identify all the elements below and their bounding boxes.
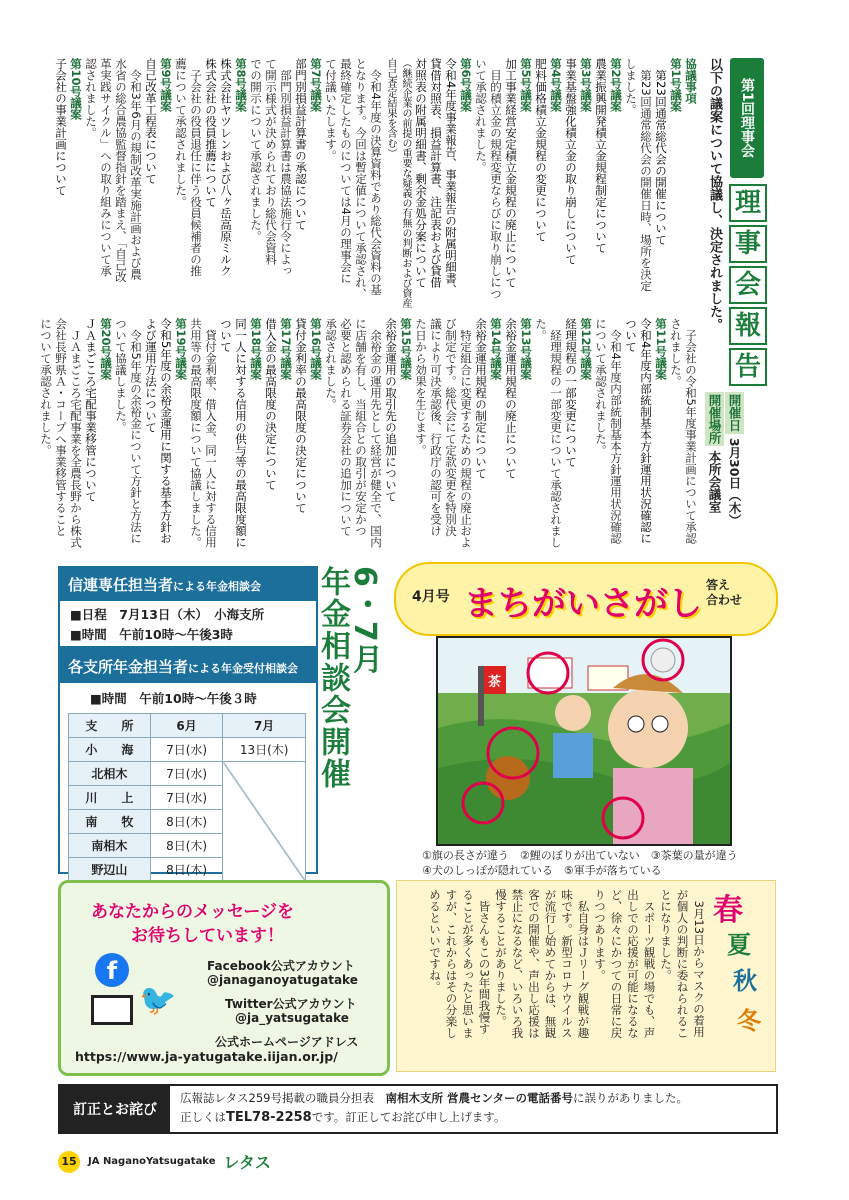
board-line: されました。 [669,318,683,387]
table-cell: 8日(木) [150,834,222,858]
machigai-sub1: 答え [706,578,731,592]
board-line: 水省の総合農協監督指針を踏まえ、「自己改 [114,58,128,283]
message-box [58,880,390,1076]
board-line: 令和5年度の余裕金について方針と方法に [129,318,143,544]
board-line: 第10号議案 [69,58,83,121]
board-line: 第2号議案 [609,58,623,113]
table-head-cell: 支 所 [69,714,151,738]
board-text-upper [54,58,698,308]
board-line: 第16号議案 [309,318,323,381]
table-cell: 7日(水) [150,762,222,786]
spring-line: 味です。新型コロナウイルス [560,889,574,1039]
pension-box-1 [58,566,318,648]
correction-l2a: 正しくは [180,1110,226,1124]
table-cell: 8日(木) [150,810,222,834]
correction-l1a: 広報誌レタス259号掲載の職員分担表 [180,1091,386,1105]
spring-line: 慢することがありました。 [494,889,508,1027]
board-line: ついて [624,318,638,353]
board-line: 第6号議案 [459,58,473,113]
title-char: 報 [729,307,767,345]
board-line: に店舗を有し、当組合との取引が安定かつ [354,318,368,537]
board-line: 第23回通常総代会の開催について [654,58,668,246]
board-line: 第14号議案 [489,318,503,381]
board-line: 第11号議案 [654,318,668,381]
message-line-1: あなたからのメッセージを [91,902,294,922]
board-line: 余裕金運用規程の制定について [474,318,488,479]
twitter-label: Twitter公式アカウント [225,997,357,1011]
correction-l2b: TEL78-2258 [226,1110,312,1125]
table-head-cell: 7月 [223,714,306,738]
pension-vertical-title [316,566,380,866]
board-line: 第3号議案 [579,58,593,113]
board-line: 子会社の令和5年度事業計画について承認 [684,318,698,544]
board-line: 革実践サイクル」への取り組みについて承 [99,58,113,277]
board-line: た日から効果を生じます。 [414,318,428,456]
board-line: ＪＡまごころ宅配事業移管について [84,318,98,502]
board-line: 第9号議案 [159,58,173,113]
board-line: 第18号議案 [249,318,263,381]
board-line: 事業基盤強化積立金の取り崩しについて [564,58,578,265]
title-char: 会 [729,266,767,304]
board-line: 株式会社の役員推薦について [204,58,218,208]
machigai-answers [422,848,762,878]
correction-box [58,1084,778,1134]
mail-icon[interactable] [91,995,133,1025]
correction-l2c: です。訂正してお詫び申し上げます。 [311,1110,506,1124]
spring-line: スポーツ観戦の場でも、声 [642,889,657,1039]
board-line: 令和4年度内部統制基本方針運用状況確認に [639,318,653,544]
board-line: 目的積立金の規程変更ならびに取り崩しにつ [489,58,503,300]
correction-line-1 [180,1089,688,1108]
homepage-label: 公式ホームページアドレス [215,1035,359,1049]
season-titles [713,885,767,1065]
title-char: 事 [729,225,767,263]
board-line: 余裕金の運用先として経営が健全で、国内 [369,318,383,548]
spring-line: 皆さんもこの3年間我慢す [477,889,492,1035]
board-line: 薦について承認されました。 [174,58,188,208]
board-line: び制定です。総代会にて定款変更を特別決 [444,318,458,537]
tea-field-scene [438,638,730,844]
board-line: 経理規程の一部変更について承認されました。 [534,318,563,548]
table-cell: 北相木 [69,762,151,786]
spring-line: ど、徐々にかつての日常に戻 [609,889,624,1039]
board-line: 対照表の附属明細書、剰余金処分案について [414,58,428,288]
table-row [69,762,306,786]
board-line: 第23回通常総代会の開催日時、場所を決定 [639,58,653,292]
board-line: 自己改革工程表について [144,58,158,185]
facebook-icon[interactable]: f [95,953,129,987]
twitter-icon[interactable]: 🐦 [139,983,177,1018]
machigai-illustration [436,636,732,846]
board-line: について承認されました。 [594,318,608,456]
footer-magazine: レタス [223,1153,271,1172]
board-line: ついて [219,318,233,353]
table-cell: 南相木 [69,834,151,858]
board-line: 最終確定したものについては4月の理事会に [339,58,353,284]
board-line: て付議いたします。 [324,58,338,162]
board-line: 加工事業経営安定積立金規程の廃止について [504,58,518,288]
board-line: 貸借対照表、損益計算書、注記表および貸借 [429,58,443,288]
footer-org: JA NaganoYatsugatake [88,1156,216,1167]
footer [58,1150,271,1173]
board-line: ＪＡまごころ宅配事業を全農長野から株式 [69,318,83,548]
pension-time: ■時間 午前10時〜午後3時 [70,627,233,642]
board-line: 貸付金利率、借入金、同一人に対する信用 [204,318,218,548]
board-line: 令和4年度の決算資料であり総代会資料の基 [369,58,383,296]
spring-line: めるといいですね。 [428,889,442,993]
board-line: しました。 [624,58,638,116]
date-block [704,392,744,552]
board-title [729,184,767,386]
pension-table [68,713,306,882]
season-winter: 冬 [737,1007,761,1035]
correction-label: 訂正とお詫び [60,1086,170,1132]
board-text-lower [39,318,698,550]
facebook-label: Facebook公式アカウント [207,959,355,973]
board-line: 第8号議案 [234,58,248,113]
board-line: よび運用方法について [144,318,158,433]
answers-line: ④犬のしっぽが隠れている ⑤軍手が落ちている [422,864,662,877]
table-cell: 8日(木) [150,858,222,882]
board-badge: 第1回理事会 [730,58,764,178]
board-line: 部門別損益計算書は農協法施行令によっ [279,58,293,277]
pension-h2a: 各支所年金担当者 [68,658,189,676]
pension-h1b: による年金相談会 [173,580,262,593]
machigai-title: まちがいさがし [464,584,702,624]
correction-text [170,1086,698,1132]
board-line: 認されました。 [84,58,98,139]
board-line: について承認されました。 [39,318,53,456]
board-line: 余裕金運用の取引先の追加について [384,318,398,502]
board-line: 特定組合に変更するための規程の廃止およ [459,318,473,548]
board-line: 必要と認められる証券会社の追加について [339,318,353,537]
board-line: 承認されました。 [324,318,338,410]
board-line: 第19号議案 [174,318,188,381]
correction-line-2 [180,1108,688,1127]
board-line: 貸付金利率の最高限度の決定について [294,318,308,514]
board-line: いて承認されました。 [474,58,488,173]
board-line: 部門別損益計算書の承認について [294,58,308,231]
board-line: 経理規程の一部変更について [564,318,578,468]
correction-l1c: に誤りがありました。 [573,1091,689,1105]
board-line: 借入金の最高限度の決定について [264,318,278,491]
pension-h2b: による年金受付相談会 [188,662,299,675]
board-line: 株式会社ヤツレンおよび八ヶ岳高原ミルク [219,58,233,277]
board-line: 第17号議案 [279,318,293,381]
board-line: 共用等の最高限度額について協議しました。 [189,318,203,548]
pension-vtitle-b: 年金相談会開催 [315,566,350,790]
board-line: て開示様式が決められており総代会資料 [264,58,278,265]
table-cell: 小 海 [69,738,151,762]
spring-line: が個人の判断に委ねられるこ [675,889,690,1039]
facebook-id[interactable]: @janaganoyatugatake [207,973,358,987]
board-line: 第4号議案 [549,58,563,113]
page-number: 15 [58,1151,80,1173]
table-row [69,714,306,738]
table-row [69,738,306,762]
board-line: 令和5年度の余裕金運用に関する基本方針お [159,318,173,544]
machigai-month: 4月号 [412,589,450,605]
board-line: 第7号議案 [309,58,323,113]
machigai-sub [706,578,742,608]
board-lead: 以下の議案について協議し、決定されました。 [707,58,722,331]
season-summer: 夏 [727,931,751,959]
correction-l1b: 南相木支所 営農センターの電話番号 [385,1091,574,1105]
table-cell: 7日(水) [150,738,222,762]
date-label: 開催日 [727,394,742,432]
table-cell: 13日(木) [223,738,306,762]
spring-line: とになりました。 [659,889,673,981]
board-line: 議により可決承認後、行政庁の認可を受け [429,318,443,537]
flag-sign: 茶 [488,675,502,690]
table-cell: 川 上 [69,786,151,810]
spring-line: ることが多くあったと思いま [461,889,475,1039]
spring-line: が流行し始めてからは、無観 [543,889,558,1039]
board-line: となります。今回は暫定値について承認され、 [354,58,368,300]
board-line: での開示について承認されました。 [249,58,263,242]
board-line: 子会社の事業計画について [54,58,68,196]
place-label: 開催場所 [707,394,722,444]
season-autumn: 秋 [733,967,757,995]
board-line: 農業振興開発積立金規程制定について [594,58,608,254]
board-line: 第5号議案 [519,58,533,113]
answers-line: ①旗の長さが違う ②鯉のぼりが出ていない ③茶葉の量が違う [422,849,738,862]
pension-h1a: 信連専任担当者 [68,576,174,594]
spring-line: 客での開催や、声出し応援は [527,889,541,1039]
machigai-sub2: 合わせ [706,593,743,607]
board-line: 肥料価格積立金規程の変更について [534,58,548,242]
board-line: 子会社の役員退任に伴う役員候補者の推 [189,58,203,277]
board-line: 協議事項 [684,58,698,104]
spring-line: りつつあります。 [593,889,607,981]
table-cell [223,762,306,882]
board-line: 第20号議案 [99,318,113,381]
spring-line: 禁止になるなど、いろいろ我 [510,889,525,1039]
pension-box-2 [58,648,318,877]
pension-header-2 [60,650,316,683]
title-char: 理 [729,184,767,222]
machigai-header [394,562,778,636]
spring-text [417,889,707,1065]
board-line: 自己査定結果を含む） [385,58,396,158]
spring-line: 私自身はＪリーグ観戦が趣 [576,889,591,1039]
table-cell: 野辺山 [69,858,151,882]
title-char: 告 [729,348,767,386]
board-line: ついて協議しました。 [114,318,128,433]
pension-time-2: ■時間 午前10時〜午後３時 [90,691,257,706]
board-line: （継続企業の前提の重要な疑義の有無の判断および資産 [400,58,411,308]
spring-column [396,880,776,1072]
date-value: 3月30日（木） [727,437,742,527]
board-line: 第15号議案 [399,318,413,381]
board-line: 第12号議案 [579,318,593,381]
spring-line: 3月13日からマスクの着用 [692,889,706,1038]
board-line: 同一人に対する信用の供与等の最高限度額に [234,318,248,548]
season-spring: 春 [713,893,743,928]
spring-line: すが、これからはその分楽し [444,889,459,1039]
board-line: 会社長野県Ａ・コープへ事業移管すること [54,318,68,537]
board-line: 第13号議案 [519,318,533,381]
board-line: 余裕金運用規程の廃止について [504,318,518,479]
board-line: 令和4年度事業報告、事業報告の附属明細書、 [444,58,458,296]
table-cell: 南 牧 [69,810,151,834]
pension-schedule: ■日程 7月13日（木） 小海支所 [70,607,265,622]
homepage-url[interactable]: https://www.ja-yatugatake.iijan.or.jp/ [75,1049,338,1064]
spring-line: 出しでの応援が可能になるな [626,889,640,1039]
table-head-cell: 6月 [150,714,222,738]
table-cell: 7日(水) [150,786,222,810]
pension-vtitle-a: 6・7月 [347,566,382,676]
board-line: 第1号議案 [669,58,683,113]
pension-header-1 [60,568,316,601]
place-value: 本所会議室 [707,450,722,513]
twitter-id[interactable]: @ja_yatsugatake [235,1011,349,1025]
message-line-2: お待ちしています！ [131,926,284,946]
board-line: 令和3年6月の規制改革実施計画および農 [129,58,143,280]
board-line: 令和4年度内部統制基本方針運用状況確認 [609,318,623,544]
